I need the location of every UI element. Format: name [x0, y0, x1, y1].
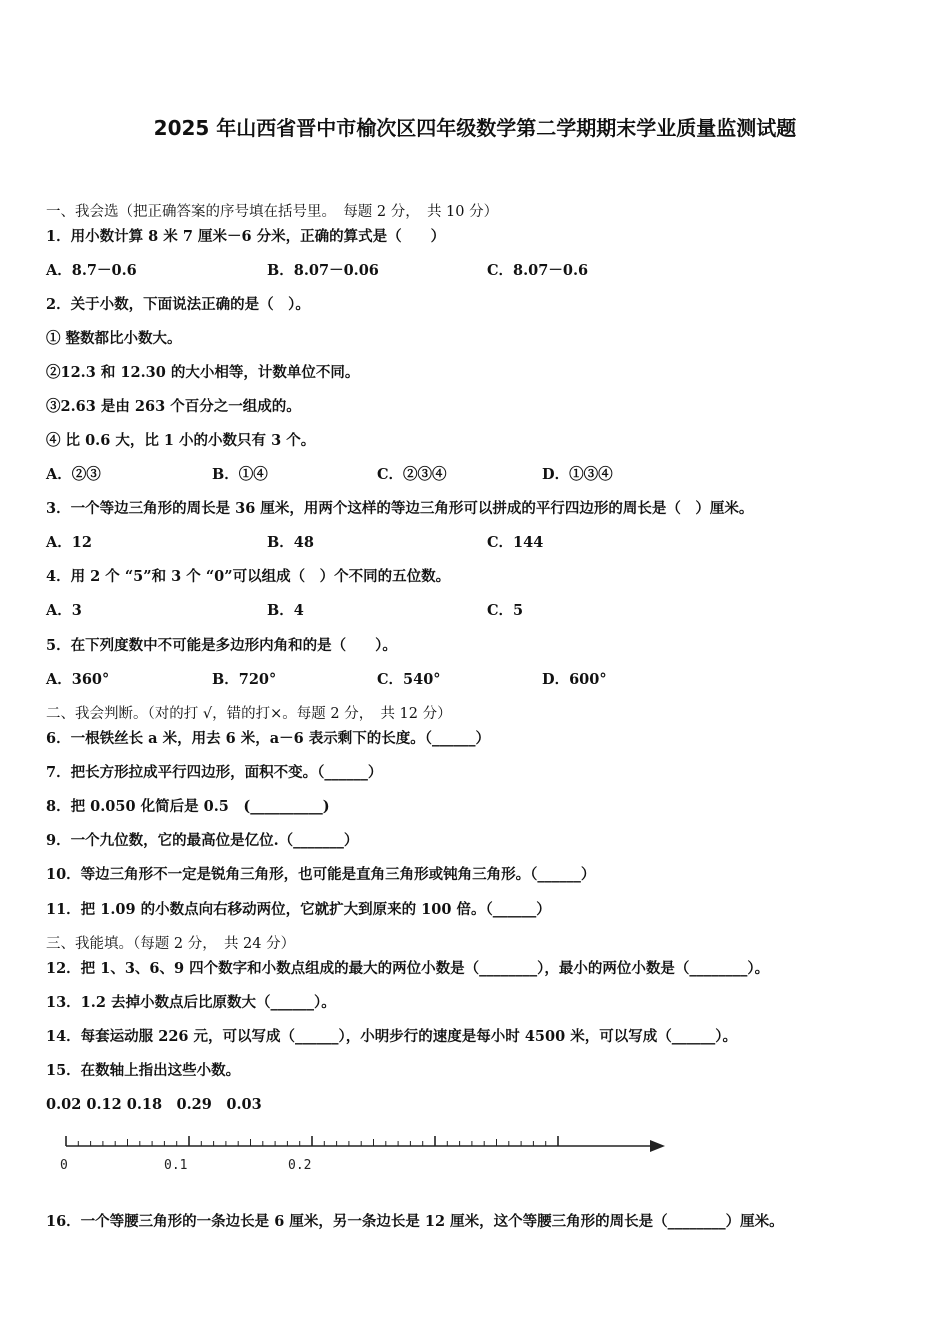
q1-option-b: B．8.07－0.06	[267, 262, 379, 279]
page-title: 2025 年山西省晋中市榆次区四年级数学第二学期期末学业质量监测试题	[153, 116, 797, 140]
question-1: 1．用小数计算 8 米 7 厘米－6 分米，正确的算式是（ ）	[46, 228, 446, 245]
q2-statement-4: ④ 比 0.6 大，比 1 小的小数只有 3 个。	[46, 432, 316, 449]
question-6: 6．一根铁丝长 a 米，用去 6 米，a－6 表示剩下的长度。（______）	[46, 730, 491, 747]
question-7: 7．把长方形拉成平行四边形，面积不变。（______）	[46, 764, 383, 781]
q3-option-b: B．48	[267, 534, 314, 551]
q2-statement-1: ① 整数都比小数大。	[46, 330, 182, 347]
q5-option-a: A．360°	[46, 671, 110, 688]
q2-option-b: B．①④	[212, 466, 268, 483]
q2-option-c: C．②③④	[377, 466, 447, 483]
q2-statement-2: ②12.3 和 12.30 的大小相等，计数单位不同。	[46, 364, 360, 381]
q4-option-c: C．5	[487, 602, 524, 619]
question-16: 16．一个等腰三角形的一条边长是 6 厘米，另一条边长是 12 厘米，这个等腰三角形的周长是（________）厘米。	[46, 1213, 784, 1230]
question-15: 15．在数轴上指出这些小数。	[46, 1062, 241, 1079]
number-line-label-0-2: 0.2	[288, 1158, 312, 1173]
question-2: 2．关于小数，下面说法正确的是（ ）。	[46, 296, 310, 313]
q2-statement-3: ③2.63 是由 263 个百分之一组成的。	[46, 398, 301, 415]
question-4: 4．用 2 个 “5”和 3 个 “0”可以组成（ ）个不同的五位数。	[46, 568, 451, 585]
question-8: 8．把 0.050 化简后是 0.5 (__________)	[46, 798, 330, 815]
q4-option-a: A．3	[46, 602, 82, 619]
question-5: 5．在下列度数中不可能是多边形内角和的是（ ）。	[46, 637, 397, 654]
q1-option-c: C．8.07－0.6	[487, 262, 589, 279]
section1-header: 一、我会选（把正确答案的序号填在括号里。 每题 2 分， 共 10 分）	[46, 204, 499, 220]
q4-option-b: B．4	[267, 602, 304, 619]
q2-option-d: D．①③④	[542, 466, 613, 483]
question-10: 10．等边三角形不一定是锐角三角形，也可能是直角三角形或钝角三角形。（______）	[46, 866, 596, 883]
q2-option-a: A．②③	[46, 466, 101, 483]
q5-option-b: B．720°	[212, 671, 277, 688]
q5-option-d: D．600°	[542, 671, 607, 688]
question-12: 12．把 1、3、6、9 四个数字和小数点组成的最大的两位小数是（________），最小的两位小数是（________）。	[46, 960, 770, 977]
question-11: 11．把 1.09 的小数点向右移动两位，它就扩大到原来的 100 倍。（______）	[46, 901, 551, 918]
q3-option-a: A．12	[46, 534, 92, 551]
question-13: 13．1.2 去掉小数点后比原数大（______）。	[46, 994, 336, 1011]
question-9: 9．一个九位数，它的最高位是亿位.（_______）	[46, 832, 359, 849]
q5-option-c: C．540°	[377, 671, 441, 688]
q3-option-c: C．144	[487, 534, 544, 551]
number-line-ticks	[66, 1136, 558, 1146]
section3-header: 三、我能填。（每题 2 分， 共 24 分）	[46, 936, 296, 952]
number-line	[60, 1128, 720, 1188]
q15-numbers: 0.02 0.12 0.18 0.29 0.03	[46, 1096, 262, 1113]
section2-header: 二、我会判断。（对的打 √，错的打×。每题 2 分， 共 12 分）	[46, 706, 452, 722]
question-3: 3．一个等边三角形的周长是 36 厘米，用两个这样的等边三角形可以拼成的平行四边形的周长是（ ）厘米。	[46, 500, 754, 517]
number-line-label-0-1: 0.1	[164, 1158, 188, 1173]
number-line-label-0: 0	[60, 1158, 68, 1173]
question-14: 14．每套运动服 226 元，可以写成（______），小明步行的速度是每小时 4500 米，可以写成（______）。	[46, 1028, 737, 1045]
q1-option-a: A．8.7－0.6	[46, 262, 137, 279]
number-line-arrow	[650, 1140, 665, 1152]
